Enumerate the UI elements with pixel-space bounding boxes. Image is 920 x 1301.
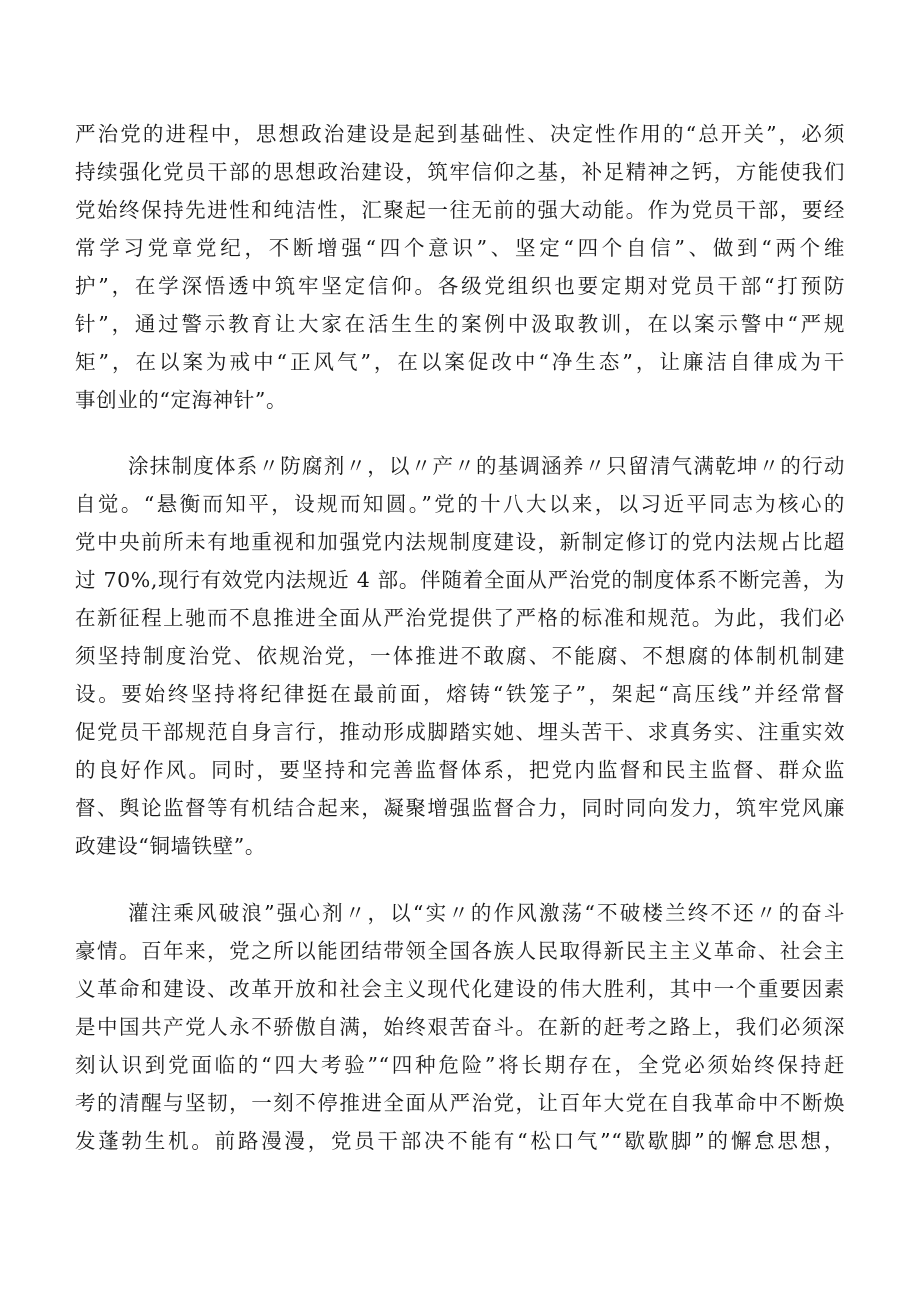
text-line: 豪情。百年来，党之所以能团结带领全国各族人民取得新民主主义革命、社会主 — [75, 939, 845, 963]
text-line: 设。要始终坚持将纪律挺在最前面，熔铸“铁笼子”，架起“高压线”并经常督 — [75, 682, 845, 706]
text-line: 发蓬勃生机。前路漫漫，党员干部决不能有“松口气”“歇歇脚”的懈怠思想， — [75, 1129, 845, 1153]
text-line: 政建设“铜墙铁壁”。 — [75, 834, 266, 858]
text-line: 是中国共产党人永不骄傲自满，始终艰苦奋斗。在新的赶考之路上，我们必须深 — [75, 1015, 845, 1039]
text-line: 党始终保持先进性和纯洁性，汇聚起一往无前的强大动能。作为党员干部，要经 — [75, 198, 845, 222]
text-line: 义革命和建设、改革开放和社会主义现代化建设的伟大胜利，其中一个重要因素 — [75, 977, 845, 1001]
text-line: 党中央前所未有地重视和加强党内法规制度建设，新制定修订的党内法规占比超 — [75, 530, 845, 554]
text-line: 须坚持制度治党、依规治党，一体推进不敢腐、不能腐、不想腐的体制机制建 — [75, 644, 845, 668]
text-line: 督、舆论监督等有机结合起来，凝聚增强监督合力，同时同向发力，筑牢党风廉 — [75, 796, 845, 820]
text-line: 促党员干部规范自身言行，推动形成脚踏实她、埋头苦干、求真务实、注重实效 — [75, 720, 845, 744]
text-line: 灌注乘风破浪”强心剂〃，以“实〃的作风激荡“不破楼兰终不还〃的奋斗 — [128, 901, 845, 925]
text-line: 矩”，在以案为戒中“正风气”，在以案促改中“净生态”，让廉洁自律成为干 — [75, 350, 845, 374]
text-line: 过 70%,现行有效党内法规近 4 部。伴随着全面从严治党的制度体系不断完善，为 — [75, 568, 845, 592]
text-line: 自觉。“悬衡而知平，设规而知圆。”党的十八大以来，以习近平同志为核心的 — [75, 492, 845, 516]
text-line: 事创业的“定海神针”。 — [75, 388, 288, 412]
text-line: 考的清醒与坚韧，一刻不停推进全面从严治党，让百年大党在自我革命中不断焕 — [75, 1091, 845, 1115]
text-line: 涂抹制度体系〃防腐剂〃，以〃产〃的基调涵养〃只留清气满乾坤〃的行动 — [128, 454, 845, 478]
text-line: 刻认识到党面临的“四大考验”“四种危险”将长期存在，全党必须始终保持赶 — [75, 1053, 845, 1077]
text-line: 护”，在学深悟透中筑牢坚定信仰。各级党组织也要定期对党员干部“打预防 — [75, 274, 845, 298]
text-line: 常学习党章党纪，不断增强“四个意识”、坚定“四个自信”、做到“两个维 — [75, 236, 845, 260]
text-line: 持续强化党员干部的思想政治建设，筑牢信仰之基，补足精神之钙，方能使我们 — [75, 160, 845, 184]
text-line: 在新征程上驰而不息推进全面从严治党提供了严格的标准和规范。为此，我们必 — [75, 606, 845, 630]
text-line: 严治党的进程中，思想政治建设是起到基础性、决定性作用的“总开关”，必须 — [75, 122, 845, 146]
text-line: 针”，通过警示教育让大家在活生生的案例中汲取教训，在以案示警中“严规 — [75, 312, 845, 336]
text-line: 的良好作风。同时，要坚持和完善监督体系，把党内监督和民主监督、群众监 — [75, 758, 845, 782]
